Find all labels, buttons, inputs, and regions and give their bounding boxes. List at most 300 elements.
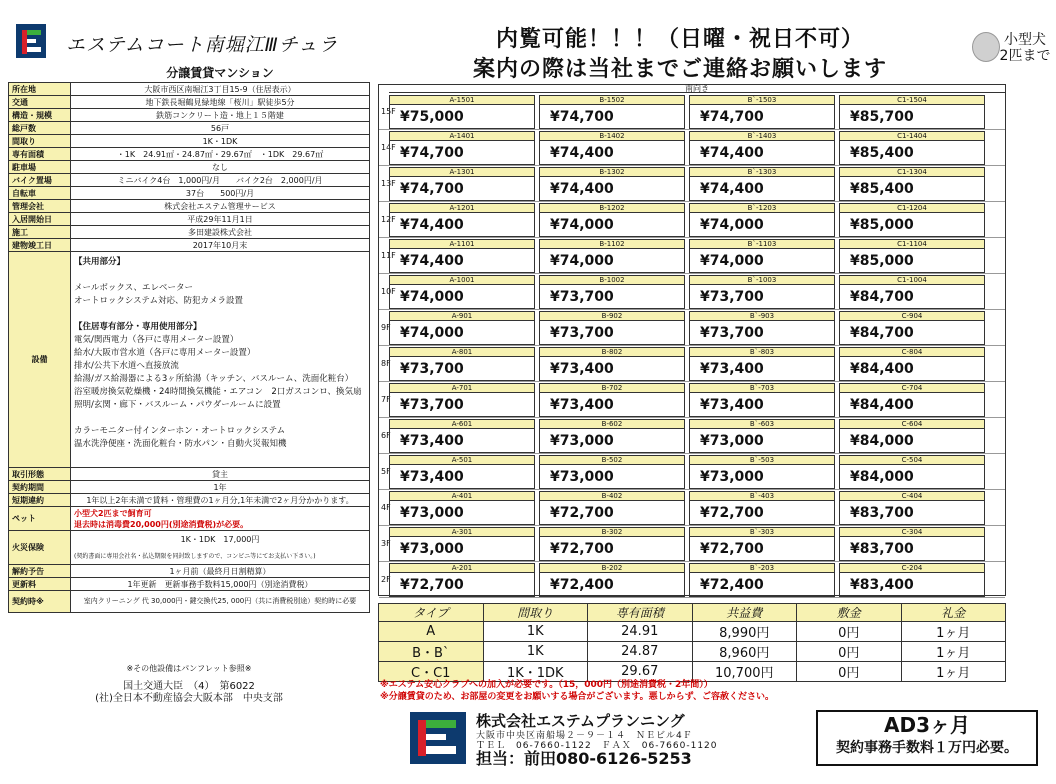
unit-cell [539, 455, 685, 489]
floor-row [379, 238, 1005, 274]
unit-cell [839, 203, 985, 237]
facing-label: 南向き [389, 85, 1005, 93]
unit-rent: ¥75,000 [400, 109, 464, 125]
unit-id: B`-703 [690, 384, 834, 393]
floor-label: 12F [381, 215, 396, 224]
info-3-value: 56戸 [71, 122, 370, 135]
floor-label: 6F [381, 431, 391, 440]
unit-id: B-1502 [540, 96, 684, 105]
unit-cell [389, 347, 535, 381]
floor-label: 13F [381, 179, 396, 188]
floor-row [379, 526, 1005, 562]
type-cell: 1ヶ月 [901, 662, 1006, 682]
type-cell: 10,700円 [692, 662, 797, 682]
unit-id: B-1202 [540, 204, 684, 213]
floor-label: 2F [381, 575, 391, 584]
unit-rent: ¥72,700 [550, 505, 614, 521]
renewal-row [9, 578, 370, 591]
unit-rent: ¥74,400 [550, 181, 614, 197]
unit-rent: ¥73,000 [400, 505, 464, 521]
building-name: エステムコート南堀江Ⅲチュラ [66, 34, 339, 56]
unit-cell [539, 203, 685, 237]
unit-id: B-902 [540, 312, 684, 321]
unit-id: B-1302 [540, 168, 684, 177]
unit-id: A-501 [390, 456, 534, 465]
unit-id: A-1401 [390, 132, 534, 141]
info-8-row [9, 187, 370, 200]
floor-label: 15F [381, 107, 396, 116]
unit-cell [539, 419, 685, 453]
unit-rent: ¥72,400 [700, 577, 764, 593]
unit-cell [689, 347, 835, 381]
pet-value [71, 507, 370, 531]
unit-rent: ¥74,700 [400, 181, 464, 197]
unit-id: C-904 [840, 312, 984, 321]
unit-rent: ¥84,700 [850, 325, 914, 341]
fire-label: 火災保険 [9, 531, 71, 565]
contact-person: 担当：前田080-6126-5253 [476, 749, 692, 768]
unit-cell [539, 95, 685, 129]
info2-0-label: 取引形態 [9, 468, 71, 481]
association-name: (社)全日本不動産協会大阪本部 中央支部 [95, 693, 283, 704]
info-2-row [9, 109, 370, 122]
unit-id: B-702 [540, 384, 684, 393]
unit-cell [839, 527, 985, 561]
unit-rent: ¥74,000 [550, 217, 614, 233]
floor-label: 11F [381, 251, 396, 260]
unit-cell [539, 491, 685, 525]
floor-row [379, 454, 1005, 490]
unit-rent: ¥73,000 [700, 469, 764, 485]
info2-1-value: 1年 [71, 481, 370, 494]
company-address: 大阪市中央区南船場２－９－１４ ＮＥビル4Ｆ [476, 731, 693, 741]
type-header: 間取り [483, 604, 588, 622]
type-cell: 8,990円 [692, 622, 797, 642]
unit-id: C1-1004 [840, 276, 984, 285]
property-info-table [8, 82, 370, 613]
info-7-row [9, 174, 370, 187]
info-9-row [9, 200, 370, 213]
unit-rent: ¥73,400 [700, 397, 764, 413]
unit-rent: ¥74,000 [700, 253, 764, 269]
unit-rent: ¥73,400 [400, 469, 464, 485]
unit-id: C-304 [840, 528, 984, 537]
info-11-row [9, 226, 370, 239]
unit-rent: ¥84,000 [850, 433, 914, 449]
floor-row [379, 418, 1005, 454]
equipment-line: 照明/玄関・廊下・バスルーム・パウダールームに設置 [74, 400, 281, 410]
unit-id: A-1001 [390, 276, 534, 285]
equipment-line [74, 412, 366, 425]
license-number: 国土交通大臣 （4） 第6022 [123, 681, 255, 692]
info-8-value: 37台 500円/月 [71, 187, 370, 200]
equipment-line: カラーモニター付インターホン・オートロックシステム [74, 426, 286, 436]
unit-rent: ¥73,400 [550, 397, 614, 413]
info-6-label: 駐車場 [9, 161, 71, 174]
unit-rent: ¥74,400 [400, 217, 464, 233]
unit-cell [839, 95, 985, 129]
info-0-row [9, 83, 370, 96]
info2-2-label: 短期違約 [9, 494, 71, 507]
type-cell: C・C1 [379, 662, 484, 682]
unit-cell [389, 419, 535, 453]
unit-rent: ¥72,700 [400, 577, 464, 593]
equipment-line [74, 308, 366, 321]
unit-rent: ¥72,700 [700, 541, 764, 557]
company-tel-fax: ＴＥＬ 06-7660-1122 ＦＡＸ 06-7660-1120 [476, 741, 718, 751]
fire-row [9, 531, 370, 565]
unit-rent: ¥84,000 [850, 469, 914, 485]
info-10-row [9, 213, 370, 226]
info-6-value: なし [71, 161, 370, 174]
info-12-value: 2017年10月末 [71, 239, 370, 252]
unit-cell [539, 527, 685, 561]
type-cell: A [379, 622, 484, 642]
type-cell: 0円 [797, 662, 902, 682]
unit-cell [389, 491, 535, 525]
unit-id: B`-1203 [690, 204, 834, 213]
unit-id: C1-1204 [840, 204, 984, 213]
unit-id: C1-1504 [840, 96, 984, 105]
unit-id: C-604 [840, 420, 984, 429]
info-4-label: 間取り [9, 135, 71, 148]
type-cell: 29.67 [588, 662, 693, 682]
unit-cell [689, 491, 835, 525]
info2-0-row [9, 468, 370, 481]
footer-logo [410, 712, 466, 764]
floor-label: 14F [381, 143, 396, 152]
unit-cell [539, 275, 685, 309]
unit-id: B-802 [540, 348, 684, 357]
unit-id: A-1101 [390, 240, 534, 249]
unit-id: B`-1303 [690, 168, 834, 177]
unit-cell [389, 203, 535, 237]
unit-rent: ¥74,700 [550, 109, 614, 125]
renewal-label: 更新料 [9, 578, 71, 591]
unit-cell [539, 563, 685, 597]
pet-label: ペット [9, 507, 71, 531]
fire-value [71, 531, 370, 565]
unit-rent: ¥83,400 [850, 577, 914, 593]
unit-id: A-1201 [390, 204, 534, 213]
unit-cell [839, 347, 985, 381]
floor-label: 4F [381, 503, 391, 512]
info-10-value: 平成29年11月1日 [71, 213, 370, 226]
unit-cell [689, 563, 835, 597]
unit-id: B`-303 [690, 528, 834, 537]
info2-2-value: 1年以上2年未満で賃料・管理費の1ヶ月分,1年未満で2ヶ月分かかります。 [71, 494, 370, 507]
dog-icon [972, 32, 1000, 62]
unit-cell [689, 131, 835, 165]
floor-label: 9F [381, 323, 391, 332]
unit-cell [839, 131, 985, 165]
floor-row [379, 382, 1005, 418]
unit-id: B`-203 [690, 564, 834, 573]
pet-badge [968, 26, 1052, 74]
unit-cell [839, 563, 985, 597]
unit-cell [839, 239, 985, 273]
equipment-line: 給湯/ガス給湯器による3ヶ所給湯（キッチン、バスルーム、洗面化粧台） [74, 374, 354, 384]
unit-id: C-804 [840, 348, 984, 357]
info-1-label: 交通 [9, 96, 71, 109]
notice-value: 1ヶ月前（最終月日割精算） [71, 565, 370, 578]
unit-rent: ¥73,700 [400, 397, 464, 413]
type-row [379, 622, 1006, 642]
unit-id: A-701 [390, 384, 534, 393]
unit-type-table [378, 603, 1006, 682]
type-cell: 1K [483, 622, 588, 642]
unit-rent: ¥84,400 [850, 397, 914, 413]
unit-cell [839, 383, 985, 417]
type-header: 礼金 [901, 604, 1006, 622]
unit-cell [389, 563, 535, 597]
info-7-value: ミニバイク4台 1,000円/月 バイク2台 2,000円/月 [71, 174, 370, 187]
unit-rent: ¥84,700 [850, 289, 914, 305]
unit-id: A-601 [390, 420, 534, 429]
floor-label: 7F [381, 395, 391, 404]
equipment-value [71, 252, 370, 468]
unit-id: B-1002 [540, 276, 684, 285]
unit-cell [689, 167, 835, 201]
unit-cell [689, 419, 835, 453]
ad-months: AD3ヶ月 [884, 713, 970, 737]
ad-fee-note: 契約事務手数料１万円必要。 [836, 740, 1018, 756]
type-cell: 24.91 [588, 622, 693, 642]
type-cell: 1ヶ月 [901, 642, 1006, 662]
floor-row [379, 202, 1005, 238]
floor-row [379, 490, 1005, 526]
unit-id: B-302 [540, 528, 684, 537]
info2-2-row [9, 494, 370, 507]
unit-cell [689, 95, 835, 129]
unit-rent: ¥74,000 [400, 289, 464, 305]
info-5-row [9, 148, 370, 161]
unit-rent: ¥74,000 [700, 217, 764, 233]
info-8-label: 自転車 [9, 187, 71, 200]
unit-cell [389, 311, 535, 345]
unit-id: B`-603 [690, 420, 834, 429]
unit-id: B`-1403 [690, 132, 834, 141]
rent-grid [378, 84, 1006, 596]
unit-cell [689, 311, 835, 345]
info2-1-row [9, 481, 370, 494]
type-cell: 1K [483, 642, 588, 662]
unit-id: A-901 [390, 312, 534, 321]
unit-cell [389, 95, 535, 129]
info-4-row [9, 135, 370, 148]
info-4-value: 1K・1DK [71, 135, 370, 148]
type-cell: 24.87 [588, 642, 693, 662]
type-header: 専有面積 [588, 604, 693, 622]
info-12-row [9, 239, 370, 252]
unit-id: C1-1304 [840, 168, 984, 177]
info-1-row [9, 96, 370, 109]
fire-amount: 1K・1DK 17,000円 [180, 534, 260, 544]
equipment-line: 給水/大阪市営水道（各戸に専用メーター設置） [74, 348, 256, 358]
unit-id: B`-1103 [690, 240, 834, 249]
unit-cell [689, 383, 835, 417]
unit-cell [389, 167, 535, 201]
info-0-label: 所在地 [9, 83, 71, 96]
contract-fee-row [9, 591, 370, 613]
unit-id: B-602 [540, 420, 684, 429]
equipment-line: 【共用部分】 [74, 257, 126, 267]
type-cell: 1K・1DK [483, 662, 588, 682]
info2-0-value: 貸主 [71, 468, 370, 481]
floor-row [379, 274, 1005, 310]
info-5-value: ・1K 24.91㎡・24.87㎡・29.67㎡ ・1DK 29.67㎡ [71, 148, 370, 161]
unit-cell [839, 167, 985, 201]
unit-rent: ¥73,700 [700, 325, 764, 341]
unit-cell [839, 419, 985, 453]
unit-id: B`-1003 [690, 276, 834, 285]
notice-label: 解約予告 [9, 565, 71, 578]
company-logo [16, 24, 46, 58]
unit-rent: ¥73,400 [700, 361, 764, 377]
floor-label: 8F [381, 359, 391, 368]
info-6-row [9, 161, 370, 174]
building-type: 分譲賃貸マンション [166, 66, 274, 80]
info-5-label: 専有面積 [9, 148, 71, 161]
unit-id: A-1301 [390, 168, 534, 177]
pet-fee: 退去時は消毒費20,000円(別途消費税)が必要。 [74, 519, 249, 529]
unit-cell [539, 131, 685, 165]
unit-cell [839, 491, 985, 525]
equipment-line: 【住居専有部分・専用使用部分】 [74, 322, 202, 332]
unit-rent: ¥74,000 [400, 325, 464, 341]
contact-notice: 案内の際は当社までご連絡お願いします [472, 57, 887, 82]
equipment-line [74, 269, 366, 282]
unit-cell [539, 383, 685, 417]
info-0-value: 大阪市西区南堀江3丁目15-9（住居表示） [71, 83, 370, 96]
unit-rent: ¥73,700 [550, 325, 614, 341]
unit-rent: ¥72,700 [700, 505, 764, 521]
unit-cell [689, 527, 835, 561]
info-7-label: バイク置場 [9, 174, 71, 187]
info-3-row [9, 122, 370, 135]
unit-id: B-1402 [540, 132, 684, 141]
unit-rent: ¥83,700 [850, 541, 914, 557]
unit-id: B-202 [540, 564, 684, 573]
pamphlet-note: ※その他設備はパンフレット参照※ [126, 664, 252, 673]
floor-row [379, 166, 1005, 202]
unit-cell [689, 239, 835, 273]
unit-rent: ¥74,000 [550, 253, 614, 269]
info-11-value: 多田建設株式会社 [71, 226, 370, 239]
equipment-line: 温水洗浄便座・洗面化粧台・防水パン・自動火災報知機 [74, 439, 287, 449]
pet-row [9, 507, 370, 531]
unit-id: B-402 [540, 492, 684, 501]
unit-rent: ¥73,700 [700, 289, 764, 305]
floor-label: 3F [381, 539, 391, 548]
unit-rent: ¥74,400 [400, 253, 464, 269]
unit-id: A-301 [390, 528, 534, 537]
unit-id: A-1501 [390, 96, 534, 105]
unit-cell [539, 347, 685, 381]
info-3-label: 総戸数 [9, 122, 71, 135]
unit-cell [689, 203, 835, 237]
equipment-line: 電気/関西電力（各戸に専用メーター設置） [74, 335, 239, 345]
unit-id: B-502 [540, 456, 684, 465]
unit-cell [389, 455, 535, 489]
floor-label: 5F [381, 467, 391, 476]
club-note: ※エステム安心クラブへの加入が必要です。（15，000円（別途消費税・2年間）） [380, 680, 713, 690]
fire-note: (契約書面に専用会社名・払込期限を同封致しますので、コンビニ等にてお支払い下さい。) [74, 552, 316, 560]
floor-row [379, 94, 1005, 130]
unit-rent: ¥73,000 [400, 541, 464, 557]
equipment-label: 設備 [9, 252, 71, 468]
contract-fee-value: 室内クリーニング 代 30,000円・鍵交換代25, 000円（共に消費税別途）契約時に必要 [71, 591, 370, 613]
equipment-row [9, 252, 370, 468]
info-1-value: 地下鉄長堀鶴見緑地線「桜川」駅徒歩5分 [71, 96, 370, 109]
company-name: 株式会社エステムプランニング [476, 712, 685, 730]
unit-rent: ¥73,000 [700, 433, 764, 449]
ad-box [816, 710, 1038, 766]
type-cell: 0円 [797, 642, 902, 662]
unit-cell [539, 239, 685, 273]
unit-cell [389, 383, 535, 417]
unit-rent: ¥73,000 [550, 433, 614, 449]
unit-id: C-504 [840, 456, 984, 465]
unit-id: B`-1503 [690, 96, 834, 105]
unit-id: B`-903 [690, 312, 834, 321]
unit-rent: ¥85,400 [850, 181, 914, 197]
unit-rent: ¥74,400 [700, 181, 764, 197]
type-row [379, 642, 1006, 662]
unit-id: B-1102 [540, 240, 684, 249]
unit-rent: ¥73,700 [550, 289, 614, 305]
unit-cell [839, 455, 985, 489]
info-11-label: 施工 [9, 226, 71, 239]
unit-cell [389, 239, 535, 273]
unit-rent: ¥74,700 [700, 109, 764, 125]
unit-cell [389, 527, 535, 561]
floor-row [379, 130, 1005, 166]
unit-id: A-801 [390, 348, 534, 357]
equipment-line: 浴室暖房換気乾燥機・24時間換気機能・エアコン 2口ガスコンロ、換気扇 [74, 387, 362, 397]
unit-cell [839, 275, 985, 309]
floor-row [379, 346, 1005, 382]
pet-badge-text: 小型犬 2匹まで [999, 32, 1051, 64]
unit-rent: ¥74,400 [550, 145, 614, 161]
renewal-value: 1年更新 更新事務手数料15,000円（別途消費税） [71, 578, 370, 591]
unit-id: C-404 [840, 492, 984, 501]
type-header: 共益費 [692, 604, 797, 622]
unit-id: A-201 [390, 564, 534, 573]
viewing-notice: 内覧可能！！！（日曜・祝日不可） [495, 27, 864, 52]
unit-rent: ¥73,400 [550, 361, 614, 377]
unit-id: A-401 [390, 492, 534, 501]
unit-id: C-204 [840, 564, 984, 573]
info-12-label: 建物竣工日 [9, 239, 71, 252]
unit-rent: ¥85,700 [850, 109, 914, 125]
unit-cell [689, 275, 835, 309]
contract-fee-label: 契約時※ [9, 591, 71, 613]
unit-rent: ¥72,700 [550, 541, 614, 557]
info-10-label: 入居開始日 [9, 213, 71, 226]
floor-row [379, 310, 1005, 346]
unit-cell [389, 131, 535, 165]
unit-cell [539, 167, 685, 201]
type-header: 敷金 [797, 604, 902, 622]
unit-rent: ¥73,700 [400, 361, 464, 377]
unit-cell [689, 455, 835, 489]
unit-rent: ¥85,000 [850, 253, 914, 269]
unit-rent: ¥85,000 [850, 217, 914, 233]
floor-row [379, 562, 1005, 598]
unit-id: B`-403 [690, 492, 834, 501]
unit-id: C1-1404 [840, 132, 984, 141]
